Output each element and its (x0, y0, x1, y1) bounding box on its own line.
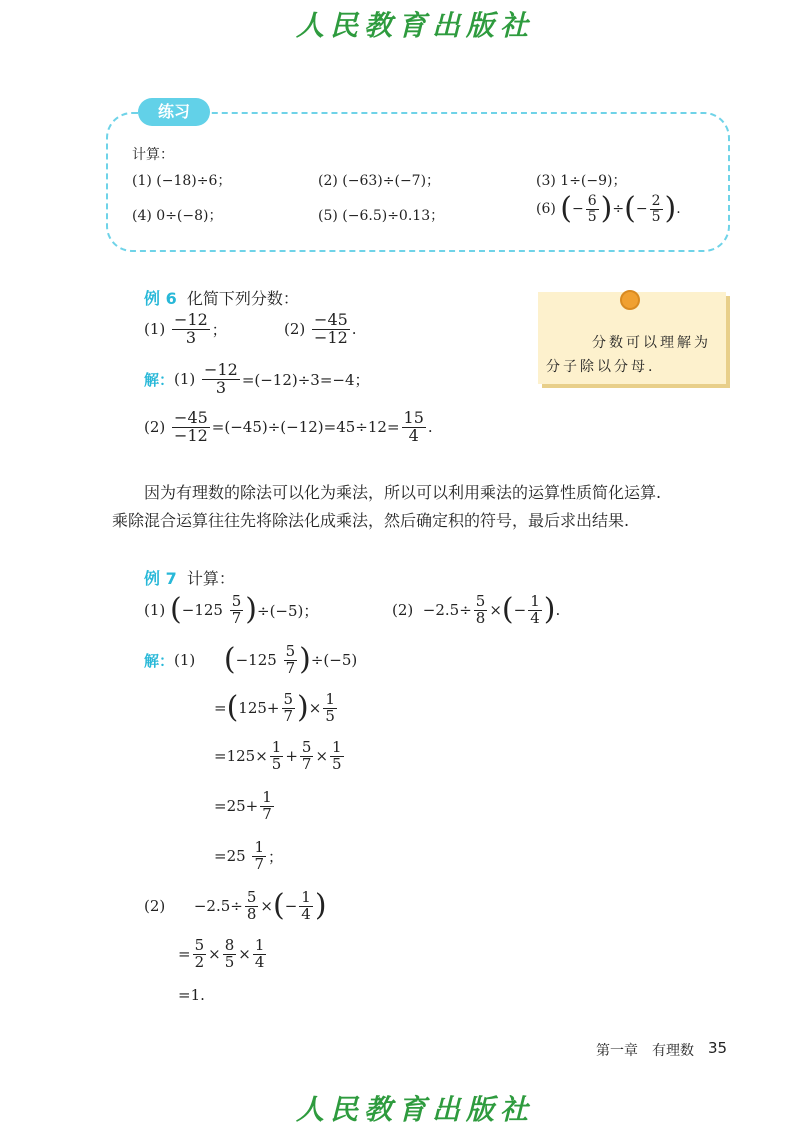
header-publisher-logo: 人民教育出版社 (296, 9, 535, 42)
example7-solution-1-line-3: =125× $\frac{1}{5}$ + $\frac{5}{7}$ × $\frac{1}{5}$ (214, 738, 342, 773)
example7-heading: 例 7 计算： (144, 569, 235, 588)
example7-solution-1-line-4: =25+ $\frac{1}{7}$ (214, 788, 272, 823)
side-note-line-1: 分数可以理解为 (592, 335, 711, 351)
example7-solution-2-line-2: = $\frac{5}{2}$ × $\frac{8}{5}$ × $\frac{1}{4}$ (178, 936, 265, 971)
footer-chapter: 第一章 有理数 (596, 1043, 694, 1059)
exercise-intro: 计算： (132, 147, 174, 163)
example7-solution-1-line-1: 解： (1) ( −125 $\frac{5}{7}$ ) ÷(−5) (144, 642, 358, 678)
exercise-item-5: (5) (−6.5)÷0.13； (318, 208, 445, 224)
paragraph-line-2: 乘除混合运算往往先将除法化成乘法，然后确定积的符号，最后求出结果. (112, 511, 630, 530)
page-number: 35 (708, 1039, 728, 1057)
example7-problem-2: (2) −2.5÷ $\frac{5}{8}$ × ( − $\frac{1}{4}$ ) . (392, 592, 561, 628)
exercise-item-2: (2) (−63)÷(−7)； (318, 173, 441, 189)
exercise-item-6: (6) ( − $\frac{6}{5}$ ) ÷ ( − $\frac{2}{5}$ ) . (536, 191, 681, 227)
example6-heading: 例 6 化简下列分数： (144, 289, 299, 308)
example7-solution-2-line-1: (2) −2.5÷ $\frac{5}{8}$ × ( − $\frac{1}{4}$ ) (144, 888, 327, 924)
example6-problem-2: (2) $\frac{-45}{-12}$ . (284, 310, 357, 347)
example7-solution-2-line-3: =1. (178, 986, 205, 1004)
example7-problem-1: (1) ( −125 $\frac{5}{7}$ ) ÷(−5)； (144, 592, 319, 628)
exercise-badge: 练习 (138, 98, 210, 126)
footer-publisher-logo: 人民教育出版社 (296, 1093, 535, 1126)
example6-problem-1: (1) $\frac{-12}{3}$ ； (144, 310, 227, 347)
pushpin-icon (620, 290, 640, 310)
exercise-item-3: (3) 1÷(−9)； (536, 173, 627, 189)
side-note-line-2: 分子除以分母. (546, 359, 656, 375)
example6-solution-2: (2) $\frac{-45}{-12}$ =(−45)÷(−12)=45÷12= $\frac{15}{4}$ . (144, 408, 433, 445)
example6-solution-1: 解： (1) $\frac{-12}{3}$ =(−12)÷3=−4； (144, 360, 370, 397)
exercise-item-4: (4) 0÷(−8)； (132, 208, 223, 224)
exercise-item-1: (1) (−18)÷6； (132, 173, 232, 189)
example7-solution-1-line-5: =25 $\frac{1}{7}$ ； (214, 838, 283, 873)
paragraph-line-1: 因为有理数的除法可以化为乘法，所以可以利用乘法的运算性质简化运算. (144, 483, 662, 502)
example7-solution-1-line-2: = ( 125+ $\frac{5}{7}$ ) × $\frac{1}{5}$ (214, 690, 335, 726)
